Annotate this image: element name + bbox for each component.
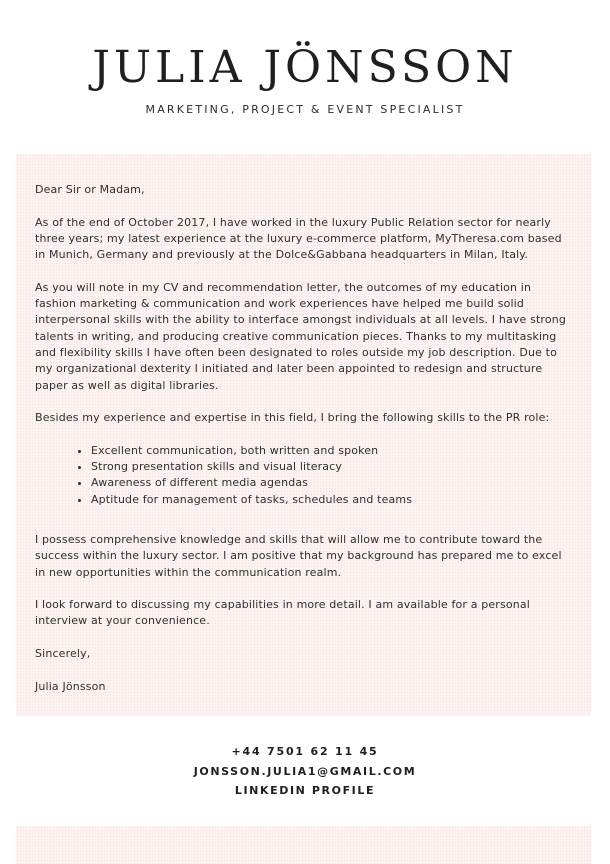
skill-item: • Strong presentation skills and visual literacy [91, 459, 575, 475]
paragraph-skills-intro: Besides my experience and expertise in this field, I bring the following skills to the PR role: [35, 411, 550, 425]
signature: Julia Jönsson [35, 679, 106, 693]
job-title: MARKETING, PROJECT & EVENT SPECIALIST [145, 103, 465, 116]
letterhead [0, 0, 610, 155]
closing: Sincerely, [35, 647, 91, 661]
email-link[interactable] [0, 762, 610, 782]
paragraph-experience: As of the end of October 2017, I have worked in the luxury Public Relation sector for nearly three years; my latest experience at the luxury e-commerce platform, MyTheresa.com based in Munich, Germany and previously at the Dolce&Gabbana headquarters in Milan, Italy. [35, 215, 562, 262]
paragraph-closing: I look forward to discussing my capabilities in more detail. I am available for a personal interview at your convenience. [35, 598, 530, 628]
cover-letter-body [35, 182, 575, 711]
skills-list [35, 443, 575, 508]
linkedin-link-text[interactable]: LINKEDIN PROFILE [234, 784, 376, 797]
applicant-name: JULIA JÖNSSON [92, 42, 518, 93]
skill-item: • Excellent communication, both written and spoken [91, 443, 575, 459]
email-link-text[interactable]: JONSSON.JULIA1@GMAIL.COM [193, 764, 417, 778]
greeting: Dear Sir or Madam, [35, 183, 145, 196]
cover-letter-panel [16, 154, 591, 716]
linkedin-link[interactable] [0, 781, 610, 801]
paragraph-education: As you will note in my CV and recommendation letter, the outcomes of my education in fashion marketing & communication and work experiences have helped me build solid interpersonal skills with the ability to interface amongst individuals at all levels. I have strong talents in writing, and producing creative communication pieces. Thanks to my multitasking and flexibility skills I have often been designated to roles outside my job description. Due to my organizational dexterity I initiated and later been appointed to redesign and structure paper as well as digital libraries. [35, 280, 566, 392]
footer-panel [16, 826, 591, 864]
phone-number: +44 7501 62 11 45 [231, 745, 379, 758]
skill-item: • Awareness of different media agendas [91, 475, 575, 491]
contact-info [0, 742, 610, 801]
paragraph-knowledge: I possess comprehensive knowledge and skills that will allow me to contribute toward the success within the luxury sector. I am positive that my background has prepared me to excel in new opportunities within the communication realm. [35, 532, 562, 579]
skill-item: • Aptitude for management of tasks, schedules and teams [91, 492, 575, 508]
